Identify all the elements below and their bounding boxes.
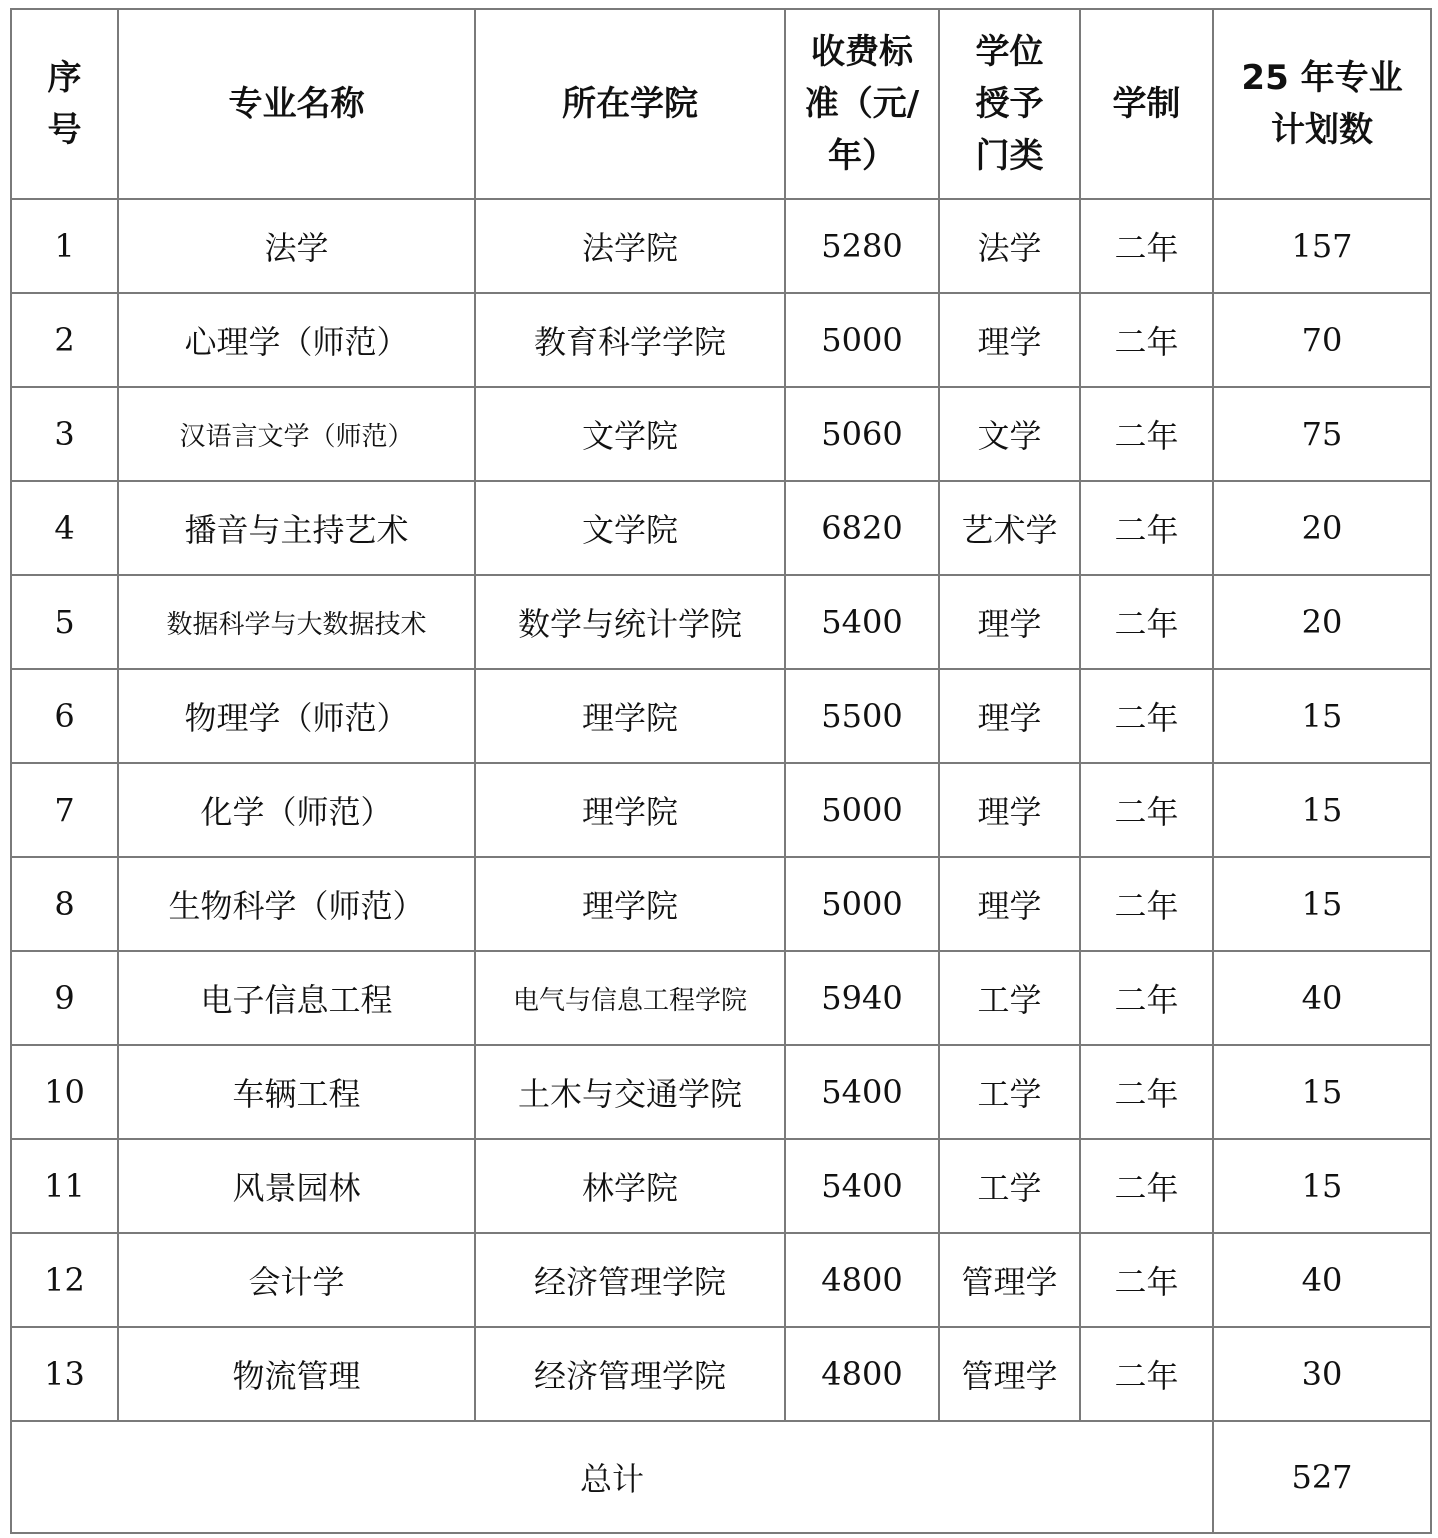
- cell-degree: 工学: [939, 1139, 1080, 1233]
- cell-plan: 40: [1213, 951, 1431, 1045]
- table-row: [11, 293, 1431, 387]
- header-fee: 收费标准（元/年）: [785, 9, 939, 199]
- cell-fee: 5280: [785, 199, 939, 293]
- table-row: [11, 857, 1431, 951]
- cell-major: 心理学（师范）: [118, 293, 475, 387]
- cell-plan: 157: [1213, 199, 1431, 293]
- cell-fee: 5400: [785, 1139, 939, 1233]
- cell-major: 化学（师范）: [118, 763, 475, 857]
- cell-duration: 二年: [1080, 669, 1213, 763]
- cell-degree: 文学: [939, 387, 1080, 481]
- cell-degree: 法学: [939, 199, 1080, 293]
- cell-index: 8: [11, 857, 118, 951]
- cell-college: 经济管理学院: [475, 1233, 785, 1327]
- cell-degree: 管理学: [939, 1327, 1080, 1421]
- cell-plan: 15: [1213, 669, 1431, 763]
- header-college: 所在学院: [475, 9, 785, 199]
- table-row: [11, 199, 1431, 293]
- cell-college: 土木与交通学院: [475, 1045, 785, 1139]
- cell-college: 数学与统计学院: [475, 575, 785, 669]
- cell-index: 2: [11, 293, 118, 387]
- cell-duration: 二年: [1080, 857, 1213, 951]
- table-row: [11, 481, 1431, 575]
- table-row: [11, 669, 1431, 763]
- table-body: [11, 199, 1431, 1421]
- cell-plan: 15: [1213, 1139, 1431, 1233]
- cell-college: 理学院: [475, 669, 785, 763]
- cell-plan: 75: [1213, 387, 1431, 481]
- cell-degree: 艺术学: [939, 481, 1080, 575]
- cell-index: 7: [11, 763, 118, 857]
- cell-degree: 工学: [939, 951, 1080, 1045]
- cell-index: 9: [11, 951, 118, 1045]
- cell-degree: 管理学: [939, 1233, 1080, 1327]
- total-label: 总计: [11, 1421, 1213, 1533]
- table-row: [11, 1233, 1431, 1327]
- cell-duration: 二年: [1080, 481, 1213, 575]
- table-row: [11, 1139, 1431, 1233]
- cell-index: 13: [11, 1327, 118, 1421]
- cell-major: 风景园林: [118, 1139, 475, 1233]
- cell-fee: 5000: [785, 763, 939, 857]
- cell-duration: 二年: [1080, 1327, 1213, 1421]
- table-row: [11, 575, 1431, 669]
- cell-plan: 70: [1213, 293, 1431, 387]
- cell-duration: 二年: [1080, 1233, 1213, 1327]
- cell-index: 4: [11, 481, 118, 575]
- cell-duration: 二年: [1080, 575, 1213, 669]
- table-row: [11, 1045, 1431, 1139]
- cell-index: 11: [11, 1139, 118, 1233]
- cell-college: 法学院: [475, 199, 785, 293]
- cell-degree: 理学: [939, 669, 1080, 763]
- cell-college: 文学院: [475, 481, 785, 575]
- cell-major: 车辆工程: [118, 1045, 475, 1139]
- cell-fee: 5060: [785, 387, 939, 481]
- cell-major: 播音与主持艺术: [118, 481, 475, 575]
- cell-degree: 理学: [939, 293, 1080, 387]
- cell-plan: 40: [1213, 1233, 1431, 1327]
- cell-duration: 二年: [1080, 1045, 1213, 1139]
- cell-index: 3: [11, 387, 118, 481]
- cell-college: 电气与信息工程学院: [475, 951, 785, 1045]
- table-row: [11, 763, 1431, 857]
- total-row: [11, 1421, 1431, 1533]
- header-row: [11, 9, 1431, 199]
- cell-major: 数据科学与大数据技术: [118, 575, 475, 669]
- cell-fee: 5500: [785, 669, 939, 763]
- cell-index: 6: [11, 669, 118, 763]
- cell-duration: 二年: [1080, 387, 1213, 481]
- cell-college: 理学院: [475, 763, 785, 857]
- cell-college: 理学院: [475, 857, 785, 951]
- header-plan: 25 年专业计划数: [1213, 9, 1431, 199]
- cell-major: 电子信息工程: [118, 951, 475, 1045]
- cell-major: 生物科学（师范）: [118, 857, 475, 951]
- cell-major: 物流管理: [118, 1327, 475, 1421]
- cell-major: 物理学（师范）: [118, 669, 475, 763]
- cell-fee: 4800: [785, 1327, 939, 1421]
- cell-college: 经济管理学院: [475, 1327, 785, 1421]
- cell-index: 10: [11, 1045, 118, 1139]
- header-duration: 学制: [1080, 9, 1213, 199]
- cell-degree: 理学: [939, 763, 1080, 857]
- cell-plan: 15: [1213, 763, 1431, 857]
- cell-duration: 二年: [1080, 199, 1213, 293]
- cell-index: 1: [11, 199, 118, 293]
- table-row: [11, 1327, 1431, 1421]
- cell-fee: 5400: [785, 1045, 939, 1139]
- cell-major: 法学: [118, 199, 475, 293]
- cell-degree: 理学: [939, 857, 1080, 951]
- cell-duration: 二年: [1080, 293, 1213, 387]
- header-major: 专业名称: [118, 9, 475, 199]
- cell-plan: 15: [1213, 857, 1431, 951]
- enrollment-plan-table: [10, 8, 1432, 1534]
- table-row: [11, 387, 1431, 481]
- cell-plan: 30: [1213, 1327, 1431, 1421]
- cell-duration: 二年: [1080, 1139, 1213, 1233]
- cell-degree: 理学: [939, 575, 1080, 669]
- total-value: 527: [1213, 1421, 1431, 1533]
- header-degree: 学位授予门类: [939, 9, 1080, 199]
- cell-college: 林学院: [475, 1139, 785, 1233]
- cell-plan: 20: [1213, 481, 1431, 575]
- cell-fee: 5000: [785, 293, 939, 387]
- cell-major: 汉语言文学（师范）: [118, 387, 475, 481]
- cell-index: 5: [11, 575, 118, 669]
- cell-fee: 5400: [785, 575, 939, 669]
- cell-college: 教育科学学院: [475, 293, 785, 387]
- cell-fee: 5000: [785, 857, 939, 951]
- cell-plan: 20: [1213, 575, 1431, 669]
- cell-fee: 6820: [785, 481, 939, 575]
- cell-index: 12: [11, 1233, 118, 1327]
- cell-college: 文学院: [475, 387, 785, 481]
- table-row: [11, 951, 1431, 1045]
- header-index: 序号: [11, 9, 118, 199]
- cell-duration: 二年: [1080, 763, 1213, 857]
- cell-degree: 工学: [939, 1045, 1080, 1139]
- cell-fee: 4800: [785, 1233, 939, 1327]
- cell-duration: 二年: [1080, 951, 1213, 1045]
- cell-plan: 15: [1213, 1045, 1431, 1139]
- cell-major: 会计学: [118, 1233, 475, 1327]
- cell-fee: 5940: [785, 951, 939, 1045]
